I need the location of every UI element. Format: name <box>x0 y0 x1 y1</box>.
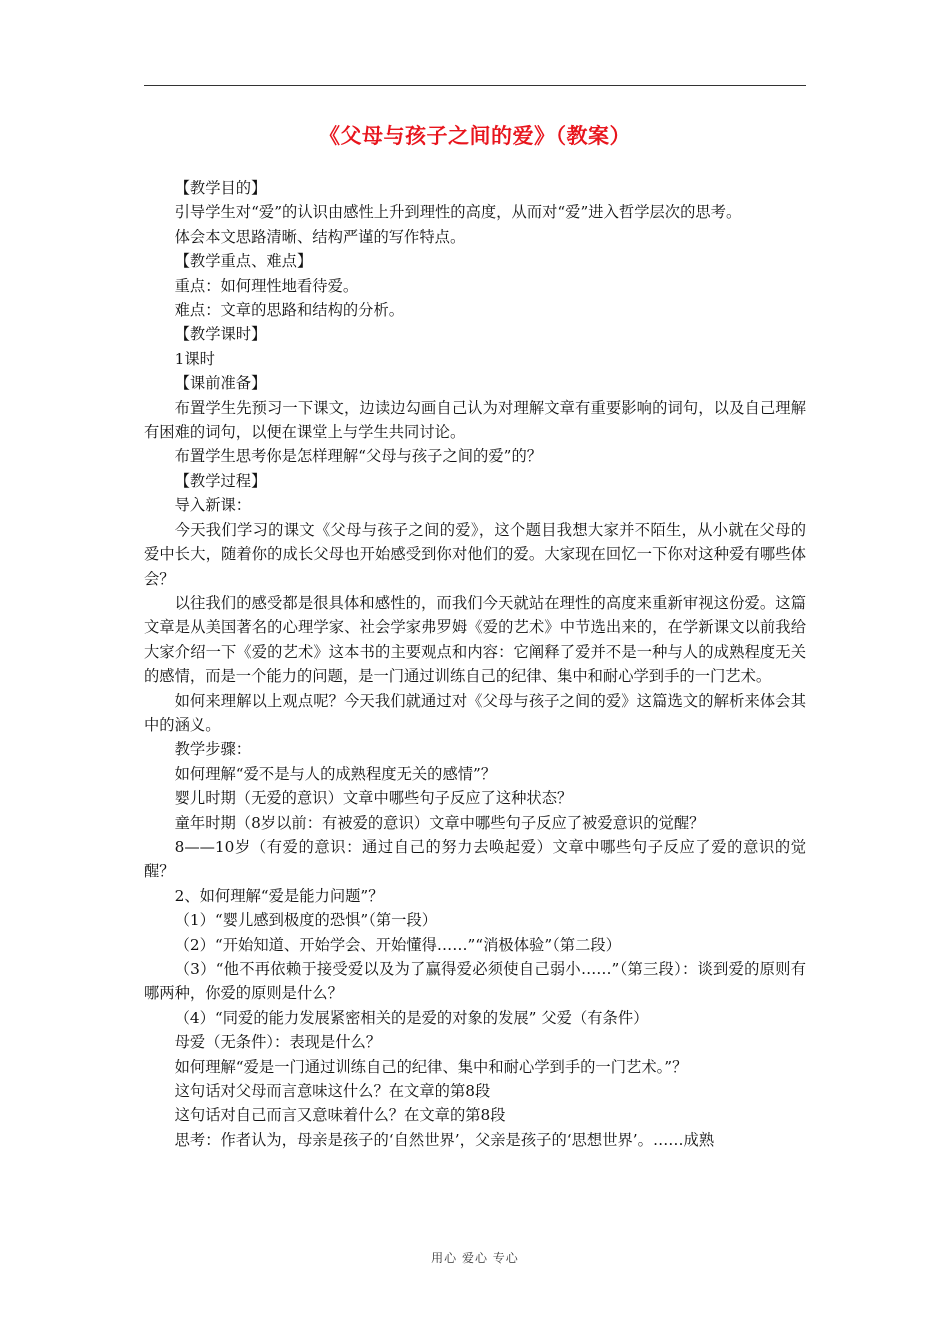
paragraph: （2）“开始知道、开始学会、开始懂得……”“消极体验”（第二段） <box>174 935 621 954</box>
paragraph: 教学步骤： <box>174 740 252 759</box>
paragraph: （4）“同爱的能力发展紧密相关的是爱的对象的发展” 父爱（有条件） <box>174 1008 649 1027</box>
paragraph: 如何理解“爱是一门通过训练自己的纪律、集中和耐心学到手的一门艺术。”？ <box>174 1057 688 1076</box>
paragraph: 2、如何理解“爱是能力问题”？ <box>174 886 384 905</box>
paragraph: 以往我们的感受都是很具体和感性的，而我们今天就站在理性的高度来重新审视这份爱。这篇文章是从美国著名的心理学家、社会学家弗罗姆《爱的艺术》中节选出来的，在学新课文以前我给大家介绍一下《爱的艺术》这本书的主要观点和内容：它阐释了爱并不是一种与人的成熟程度无关的感情，而是一个能力的问题，是一门通过训练自己的纪律、集中和耐心学到手的一门艺术。 <box>144 593 806 686</box>
document-body <box>144 176 806 1152</box>
paragraph: 布置学生先预习一下课文，边读边勾画自己认为对理解文章有重要影响的词句，以及自己理解有困难的词句，以便在课堂上与学生共同讨论。 <box>144 398 806 442</box>
paragraph: 这句话对自己而言又意味着什么？在文章的第8段 <box>174 1106 506 1125</box>
paragraph: 导入新课： <box>174 496 252 515</box>
paragraph: （1）“婴儿感到极度的恐惧”（第一段） <box>174 911 438 930</box>
paragraph: 思考：作者认为，母亲是孩子的‘自然世界’，父亲是孩子的‘思想世界’。……成熟 <box>174 1130 715 1149</box>
paragraph: 如何理解“爱不是与人的成熟程度无关的感情”？ <box>174 764 497 783</box>
paragraph: 【教学重点、难点】 <box>174 252 313 271</box>
header-rule <box>144 85 806 86</box>
paragraph: （3）“他不再依赖于接受爱以及为了赢得爱必须使自己弱小……”（第三段）：谈到爱的原则有哪两种，你爱的原则是什么？ <box>144 960 806 1003</box>
paragraph: 引导学生对“爱”的认识由感性上升到理性的高度，从而对“爱”进入哲学层次的思考。 <box>174 203 742 222</box>
paragraph: 布置学生思考你是怎样理解“父母与孩子之间的爱”的？ <box>174 447 543 466</box>
page-footer: 用心 爱心 专心 <box>431 1251 519 1265</box>
paragraph: 【课前准备】 <box>174 374 267 393</box>
paragraph: 童年时期（8岁以前：有被爱的意识）文章中哪些句子反应了被爱意识的觉醒？ <box>174 813 705 832</box>
paragraph: 【教学目的】 <box>174 179 267 197</box>
paragraph: 8——10岁（有爱的意识：通过自己的努力去唤起爱）文章中哪些句子反应了爱的意识的觉醒？ <box>144 837 806 881</box>
paragraph: 1课时 <box>174 349 215 368</box>
document-title: 《父母与孩子之间的爱》（教案） <box>319 124 631 148</box>
paragraph: 重点：如何理性地看待爱。 <box>174 276 359 295</box>
paragraph: 如何来理解以上观点呢？今天我们就通过对《父母与孩子之间的爱》这篇选文的解析来体会其中的涵义。 <box>144 691 806 734</box>
paragraph: 今天我们学习的课文《父母与孩子之间的爱》，这个题目我想大家并不陌生，从小就在父母的爱中长大，随着你的成长父母也开始感受到你对他们的爱。大家现在回忆一下你对这种爱有哪些体会？ <box>144 520 806 588</box>
paragraph: 难点：文章的思路和结构的分析。 <box>174 301 405 320</box>
paragraph: 【教学课时】 <box>174 325 267 344</box>
paragraph: 母爱（无条件）：表现是什么？ <box>174 1033 382 1052</box>
paragraph: 婴儿时期（无爱的意识）文章中哪些句子反应了这种状态？ <box>174 789 573 808</box>
paragraph: 这句话对父母而言意味这什么？在文章的第8段 <box>174 1082 491 1101</box>
paragraph: 体会本文思路清晰、结构严谨的写作特点。 <box>174 227 466 246</box>
paragraph: 【教学过程】 <box>174 471 267 490</box>
